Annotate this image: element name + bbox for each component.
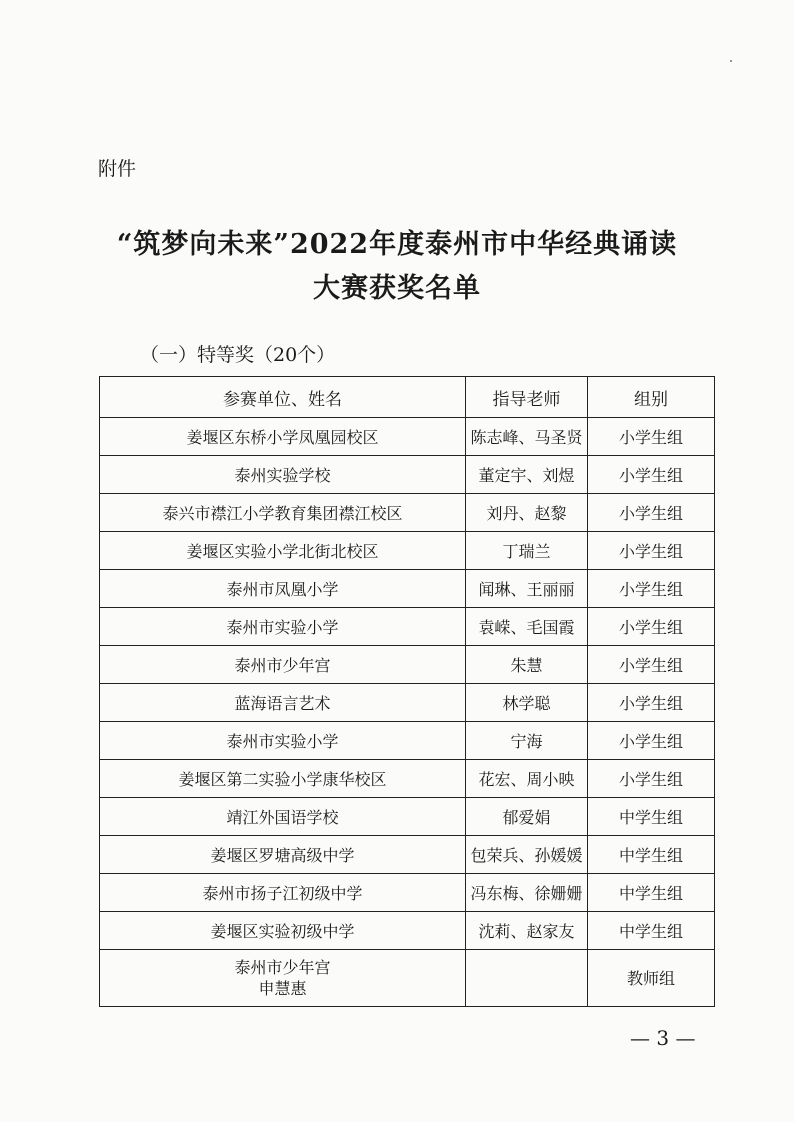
cell-teacher: 冯东梅、徐姗姗 [466,874,588,912]
cell-unit: 泰州市凤凰小学 [100,570,466,608]
cell-unit: 蓝海语言艺术 [100,684,466,722]
cell-teacher: 花宏、周小映 [466,760,588,798]
cell-teacher: 包荣兵、孙媛媛 [466,836,588,874]
section-heading: （一）特等奖（20个） [140,344,336,366]
table-row [100,684,715,722]
attachment-label: 附件 [98,158,137,180]
cell-teacher: 袁嵘、毛国霞 [466,608,588,646]
table-row [100,646,715,684]
cell-group: 小学生组 [588,646,715,684]
cell-teacher: 闻琳、王丽丽 [466,570,588,608]
cell-teacher: 丁瑞兰 [466,532,588,570]
cell-group: 小学生组 [588,570,715,608]
header-unit: 参赛单位、姓名 [100,377,466,418]
cell-unit: 姜堰区东桥小学凤凰园校区 [100,418,466,456]
cell-unit: 靖江外国语学校 [100,798,466,836]
table-row [100,722,715,760]
cell-unit: 泰兴市襟江小学教育集团襟江校区 [100,494,466,532]
cell-unit: 泰州市扬子江初级中学 [100,874,466,912]
cell-group: 小学生组 [588,456,715,494]
cell-group: 小学生组 [588,494,715,532]
table-row [100,418,715,456]
cell-unit: 泰州市实验小学 [100,608,466,646]
cell-group: 小学生组 [588,760,715,798]
cell-unit: 姜堰区实验初级中学 [100,912,466,950]
cell-group: 小学生组 [588,532,715,570]
cell-group: 小学生组 [588,684,715,722]
cell-teacher: 刘丹、赵黎 [466,494,588,532]
cell-group: 中学生组 [588,912,715,950]
table-row [100,836,715,874]
cell-unit-line2: 申慧惠 [258,979,307,998]
table-header-row [100,377,715,418]
cell-unit: 泰州市少年宫 [100,646,466,684]
table-row [100,570,715,608]
cell-group: 小学生组 [588,722,715,760]
cell-unit: 泰州实验学校 [100,456,466,494]
cell-unit-line1: 泰州市少年宫 [234,958,331,977]
cell-teacher: 董定宇、刘煜 [466,456,588,494]
table-row [100,798,715,836]
header-teacher: 指导老师 [466,377,588,418]
cell-group: 小学生组 [588,418,715,456]
cell-teacher: 郁爱娟 [466,798,588,836]
table-row [100,950,715,1007]
cell-group: 小学生组 [588,608,715,646]
table-row [100,760,715,798]
cell-group: 中学生组 [588,798,715,836]
cell-unit [100,950,466,1007]
cell-teacher [466,950,588,1007]
cell-teacher: 宁海 [466,722,588,760]
table-row [100,532,715,570]
cell-teacher: 林学聪 [466,684,588,722]
table-row [100,456,715,494]
table-row [100,874,715,912]
awards-table [99,376,715,1007]
document-title-line2: 大赛获奖名单 [313,273,481,304]
table-row [100,912,715,950]
cell-unit: 泰州市实验小学 [100,722,466,760]
cell-group: 教师组 [588,950,715,1007]
document-title-line1: “筑梦向未来”2022年度泰州市中华经典诵读 [116,229,678,260]
cell-unit: 姜堰区第二实验小学康华校区 [100,760,466,798]
scan-speck [730,60,732,62]
cell-teacher: 朱慧 [466,646,588,684]
table-row [100,494,715,532]
cell-group: 中学生组 [588,874,715,912]
header-group: 组别 [588,377,715,418]
cell-unit: 姜堰区罗塘高级中学 [100,836,466,874]
table-row [100,608,715,646]
page-number: — 3 — [630,1026,696,1050]
cell-teacher: 沈莉、赵家友 [466,912,588,950]
cell-teacher: 陈志峰、马圣贤 [466,418,588,456]
cell-group: 中学生组 [588,836,715,874]
cell-unit: 姜堰区实验小学北街北校区 [100,532,466,570]
